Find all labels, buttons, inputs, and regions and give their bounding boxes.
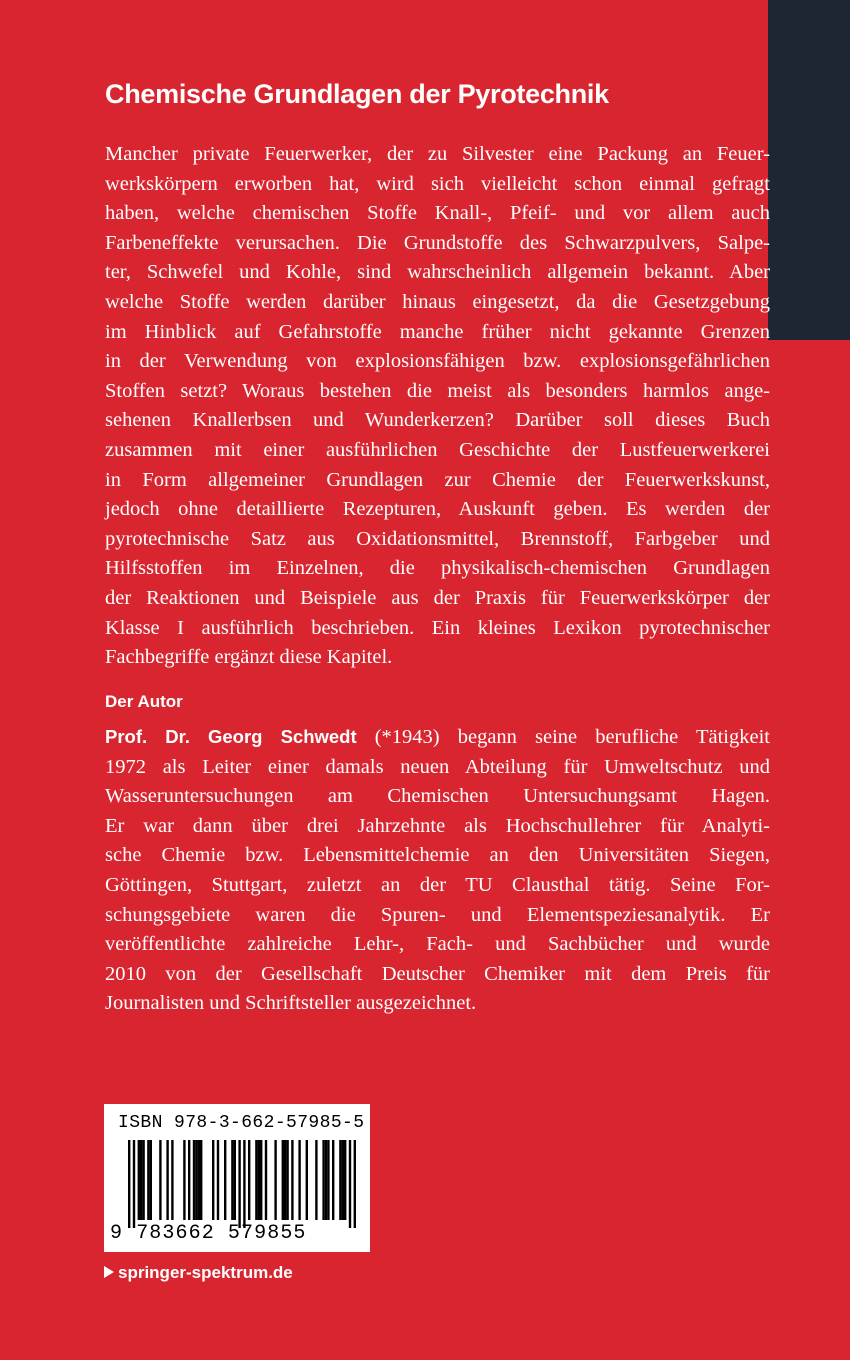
- description-line: der Reaktionen und Beispiele aus der Praxis für Feuerwerkskörper der: [105, 586, 770, 609]
- author-bio-line: Göttingen, Stuttgart, zuletzt an der TU Clausthal tätig. Seine For-: [105, 873, 770, 896]
- barcode-bar: [200, 1140, 202, 1220]
- description-line: pyrotechnische Satz aus Oxidationsmittel, Brennstoff, Farbgeber und: [105, 527, 770, 550]
- barcode-bar: [260, 1140, 262, 1220]
- description: [105, 140, 770, 673]
- author-bio-line: 1972 als Leiter einer damals neuen Abteilung für Umweltschutz und: [105, 755, 770, 778]
- barcode-bar: [147, 1140, 149, 1220]
- description-line: welche Stoffe werden darüber hinaus eingesetzt, da die Gesetzgebung: [105, 290, 770, 313]
- barcode-guard-bar: [354, 1140, 356, 1228]
- description-line: haben, welche chemischen Stoffe Knall-, Pfeif- und vor allem auch: [105, 202, 770, 225]
- description-line: im Hinblick auf Gefahrstoffe manche früher nicht gekannte Grenzen: [105, 320, 770, 343]
- barcode-bar: [255, 1140, 257, 1220]
- author-bio-line: schungsgebiete waren die Spuren- und Elementspeziesanalytik. Er: [105, 903, 770, 926]
- author-bio-first-line: (*1943) begann seine berufliche Tätigkeit: [356, 726, 770, 748]
- barcode-bar: [322, 1140, 324, 1220]
- barcode-bar: [306, 1140, 308, 1220]
- barcode-bar: [142, 1140, 144, 1220]
- author-bio-line: veröffentlichte zahlreiche Lehr-, Fach- und Sachbücher und wurde: [105, 933, 770, 956]
- barcode-guard-bar: [243, 1140, 245, 1228]
- barcode-bar: [138, 1140, 140, 1220]
- barcode-bar: [291, 1140, 293, 1220]
- barcode-bar: [282, 1140, 284, 1220]
- barcode-bar: [193, 1140, 195, 1220]
- book-title: Chemische Grundlagen der Pyrotechnik: [105, 79, 609, 109]
- description-line: in der Verwendung von explosionsfähigen bzw. explosionsgefährlichen: [105, 350, 770, 373]
- barcode-bar: [315, 1140, 317, 1220]
- barcode-bar: [344, 1140, 346, 1220]
- barcode-bar: [166, 1140, 168, 1220]
- author-heading: Der Autor: [105, 692, 183, 711]
- spine-block: [768, 0, 850, 340]
- barcode-bar: [231, 1140, 233, 1220]
- barcode-bar: [224, 1140, 226, 1220]
- description-line: sehenen Knallerbsen und Wunderkerzen? Darüber soll dieses Buch: [105, 409, 770, 432]
- author-bio-line: Wasseruntersuchungen am Chemischen Untersuchungsamt Hagen.: [105, 785, 770, 808]
- barcode-bar: [327, 1140, 329, 1220]
- publisher-website[interactable]: [104, 1262, 293, 1284]
- barcode-bar: [284, 1140, 286, 1220]
- author-name: Prof. Dr. Georg Schwedt: [105, 726, 357, 747]
- description-line: Stoffen setzt? Woraus bestehen die meist als besonders harmlos ange-: [105, 379, 770, 402]
- barcode-bar: [188, 1140, 190, 1220]
- barcode-bar: [248, 1140, 250, 1220]
- author-bio-line: sche Chemie bzw. Lebensmittelchemie an den Universitäten Siegen,: [105, 844, 770, 867]
- barcode-bar: [198, 1140, 200, 1220]
- description-line: Hilfsstoffen im Einzelnen, die physikalisch-chemischen Grundlagen: [105, 557, 770, 580]
- author-bio: [105, 722, 770, 1019]
- barcode-bar: [212, 1140, 214, 1220]
- author-bio-line: [105, 722, 770, 753]
- barcode-bar: [274, 1140, 276, 1220]
- description-line: werkskörpern erworben hat, wird sich vielleicht schon einmal gefragt: [105, 172, 770, 195]
- barcode-guard-bar: [128, 1140, 130, 1228]
- author-bio-line: Er war dann über drei Jahrzehnte als Hochschullehrer für Analyti-: [105, 814, 770, 837]
- barcode-guard-bar: [349, 1140, 351, 1228]
- description-line: ter, Schwefel und Kohle, sind wahrscheinlich allgemein bekannt. Aber: [105, 261, 770, 284]
- author-bio-line: 2010 von der Gesellschaft Deutscher Chemiker mit dem Preis für: [105, 962, 770, 985]
- description-line: Klasse I ausführlich beschrieben. Ein kleines Lexikon pyrotechnischer: [105, 616, 770, 639]
- barcode-bar: [339, 1140, 341, 1220]
- barcode-bar: [258, 1140, 260, 1220]
- isbn-label: ISBN 978-3-662-57985-5: [118, 1113, 365, 1133]
- description-line: Fachbegriffe ergänzt diese Kapitel.: [105, 646, 393, 669]
- barcode-bar: [325, 1140, 327, 1220]
- barcode-bar: [217, 1140, 219, 1220]
- barcode-bar: [234, 1140, 236, 1220]
- barcode-bar: [298, 1140, 300, 1220]
- description-line: in Form allgemeiner Grundlagen zur Chemie der Feuerwerkskunst,: [105, 468, 770, 491]
- barcode-bar: [159, 1140, 161, 1220]
- isbn-barcode: [104, 1104, 370, 1252]
- description-line: jedoch ohne detaillierte Rezepturen, Auskunft geben. Es werden der: [105, 498, 770, 521]
- description-line: zusammen mit einer ausführlichen Geschichte der Lustfeuerwerkerei: [105, 438, 770, 461]
- barcode-bar: [265, 1140, 267, 1220]
- barcode-bar: [183, 1140, 185, 1220]
- barcode-guard-bar: [238, 1140, 240, 1228]
- description-line: Farbeneffekte verursachen. Die Grundstoffe des Schwarzpulvers, Salpe-: [105, 231, 770, 254]
- isbn-digits: 9 783662 579855: [110, 1222, 307, 1245]
- barcode-guard-bar: [133, 1140, 135, 1228]
- description-line: Mancher private Feuerwerker, der zu Silvester eine Packung an Feuer-: [105, 143, 770, 165]
- website-label: springer-spektrum.de: [118, 1263, 293, 1282]
- barcode-bar: [286, 1140, 288, 1220]
- author-bio-line: Journalisten und Schriftsteller ausgezeichnet.: [105, 992, 477, 1015]
- barcode-bar: [195, 1140, 197, 1220]
- barcode-bar: [140, 1140, 142, 1220]
- barcode-bar: [150, 1140, 152, 1220]
- play-arrow-icon: [104, 1266, 114, 1278]
- barcode-bar: [342, 1140, 344, 1220]
- barcode-bar: [332, 1140, 334, 1220]
- barcode-bar: [171, 1140, 173, 1220]
